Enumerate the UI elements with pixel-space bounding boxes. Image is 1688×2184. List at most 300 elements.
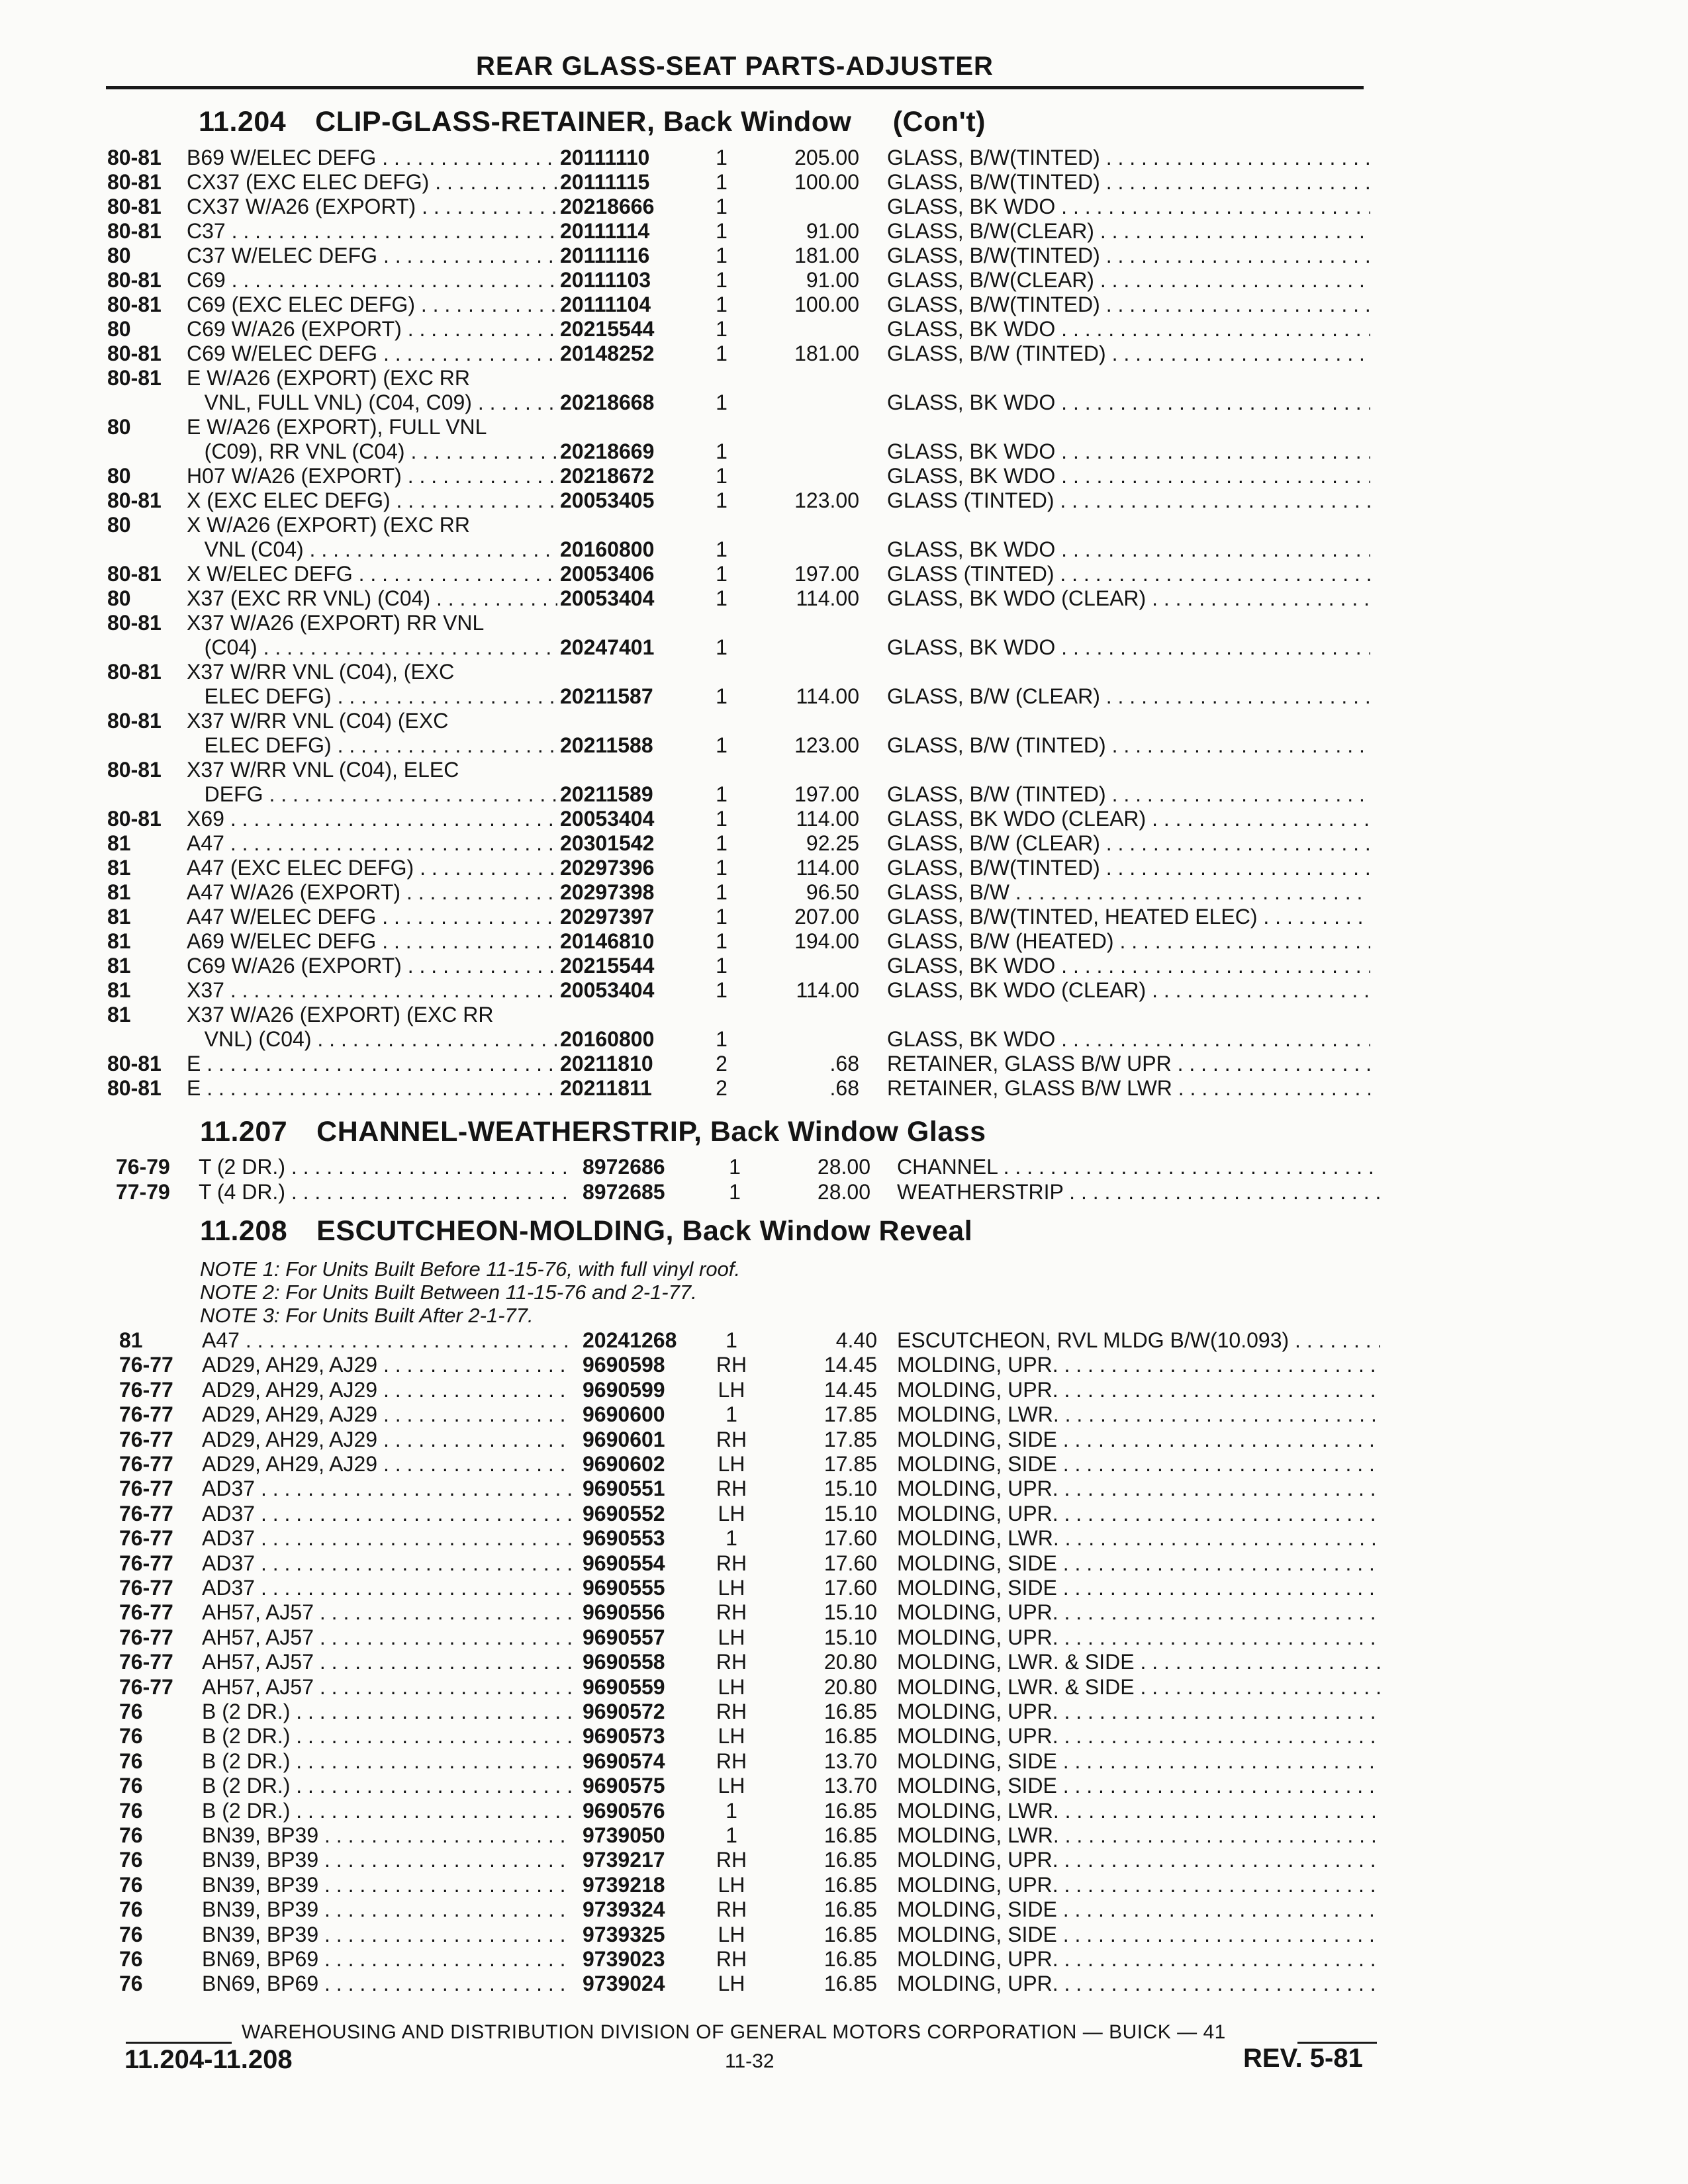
row-quantity: 2 — [716, 1076, 727, 1100]
row-quantity: 1 — [726, 1328, 737, 1352]
row-description: B (2 DR.) . . . — [202, 1724, 573, 1749]
row-price: .68 — [829, 1052, 859, 1075]
row-quantity: RH — [716, 1700, 747, 1723]
row-year: 76-77 — [119, 1576, 173, 1600]
row-year: 80-81 — [107, 293, 162, 316]
row-part-name: MOLDING, UPR. . . . — [897, 1972, 1380, 1996]
row-price: 28.00 — [817, 1155, 870, 1179]
table-row — [0, 488, 1688, 513]
row-price: 114.00 — [796, 586, 859, 610]
row-price: 17.85 — [823, 1427, 877, 1451]
row-description: X37 W/RR VNL (C04) (EXC — [187, 709, 449, 733]
row-year: 80-81 — [107, 195, 162, 218]
row-quantity: RH — [716, 1600, 747, 1625]
row-price: 181.00 — [794, 244, 859, 267]
row-description: DEFG . . . — [187, 782, 557, 807]
row-year: 80 — [107, 415, 131, 439]
row-part-name: MOLDING, SIDE . . . — [897, 1576, 1380, 1600]
row-description: B69 W/ELEC DEFG . . . — [187, 146, 557, 170]
row-quantity: 1 — [716, 146, 727, 169]
row-year: 80-81 — [107, 660, 162, 684]
row-quantity: LH — [718, 1576, 745, 1600]
row-year: 80-81 — [107, 562, 162, 586]
row-part-number: 9690573 — [583, 1724, 665, 1749]
row-description: AH57, AJ57 . . . — [202, 1675, 573, 1700]
row-description: BN39, BP39 . . . — [202, 1923, 573, 1947]
table-row — [0, 1452, 1688, 1477]
table-row — [0, 1328, 1688, 1353]
title-rule — [106, 86, 1364, 89]
table-row — [0, 1650, 1688, 1674]
row-description: AD37 . . . — [202, 1526, 573, 1551]
row-description: B (2 DR.) . . . — [202, 1774, 573, 1798]
row-description: BN39, BP39 . . . — [202, 1897, 573, 1922]
row-price: 16.85 — [823, 1897, 877, 1922]
row-year: 81 — [107, 954, 131, 978]
table-row — [0, 415, 1688, 439]
row-description: AD29, AH29, AJ29 . . . — [202, 1452, 573, 1477]
row-description: AH57, AJ57 . . . — [202, 1625, 573, 1650]
table-row — [0, 1823, 1688, 1848]
row-quantity: 1 — [716, 856, 727, 880]
row-description: X W/ELEC DEFG . . . — [187, 562, 557, 586]
row-price: .68 — [829, 1076, 859, 1100]
section-heading-11-204 — [199, 106, 986, 138]
row-part-name: GLASS, BK WDO (CLEAR) . . . — [887, 586, 1370, 611]
row-description: AD29, AH29, AJ29 . . . — [202, 1353, 573, 1377]
row-year: 76-77 — [119, 1526, 173, 1551]
row-year: 81 — [107, 831, 131, 855]
row-part-number: 20215544 — [560, 954, 655, 978]
row-description: A47 W/ELEC DEFG . . . — [187, 905, 557, 929]
row-part-name: GLASS, BK WDO . . . — [887, 195, 1370, 219]
row-quantity: 1 — [716, 439, 727, 463]
table-row — [0, 1749, 1688, 1774]
row-price: 16.85 — [823, 1947, 877, 1971]
row-price: 15.10 — [823, 1477, 877, 1501]
row-description: AD37 . . . — [202, 1502, 573, 1526]
row-year: 76 — [119, 1872, 143, 1897]
row-quantity: 2 — [716, 1052, 727, 1075]
note-2: NOTE 2: For Units Built Between 11-15-76 and 2-1-77. — [200, 1281, 697, 1304]
table-row — [0, 1774, 1688, 1798]
table-row — [0, 268, 1688, 293]
row-year: 76-77 — [119, 1674, 173, 1699]
row-part-number: 20148252 — [560, 341, 655, 365]
table-row — [0, 244, 1688, 268]
row-quantity: LH — [718, 1501, 745, 1525]
row-description: C69 W/A26 (EXPORT) . . . — [187, 954, 557, 978]
row-part-name: GLASS, BK WDO . . . — [887, 954, 1370, 978]
row-description: X37 (EXC RR VNL) (C04) . . . — [187, 586, 557, 611]
row-quantity: 1 — [716, 195, 727, 218]
row-price: 114.00 — [796, 807, 859, 831]
row-part-number: 9690599 — [583, 1377, 665, 1402]
row-price: 100.00 — [794, 293, 859, 316]
row-price: 114.00 — [796, 684, 859, 708]
row-description: AH57, AJ57 . . . — [202, 1600, 573, 1625]
row-year: 76 — [119, 1922, 143, 1946]
row-description: C37 W/ELEC DEFG . . . — [187, 244, 557, 268]
table-row — [0, 1724, 1688, 1749]
row-part-name: GLASS, B/W (TINTED) . . . — [887, 782, 1370, 807]
row-price: 13.70 — [823, 1749, 877, 1773]
row-quantity: RH — [716, 1749, 747, 1773]
table-row — [0, 733, 1688, 758]
table-row — [0, 978, 1688, 1003]
table-row — [0, 1526, 1688, 1551]
table-row — [0, 1923, 1688, 1947]
row-part-number: 9690551 — [583, 1477, 665, 1501]
row-part-number: 9739024 — [583, 1972, 665, 1996]
row-quantity: 1 — [716, 635, 727, 659]
row-part-number: 20160800 — [560, 537, 655, 561]
row-year: 76-77 — [119, 1353, 173, 1377]
row-description: BN39, BP39 . . . — [202, 1823, 573, 1848]
row-part-name: MOLDING, LWR. . . . — [897, 1799, 1380, 1823]
row-description: B (2 DR.) . . . — [202, 1749, 573, 1774]
row-price: 205.00 — [794, 146, 859, 169]
row-quantity: RH — [716, 1477, 747, 1501]
row-quantity: 1 — [716, 317, 727, 341]
row-part-number: 20218672 — [560, 464, 655, 488]
row-part-name: GLASS, B/W (HEATED) . . . — [887, 929, 1370, 954]
row-part-number: 9690552 — [583, 1501, 665, 1525]
row-price: 17.85 — [823, 1452, 877, 1476]
row-part-number: 9690559 — [583, 1674, 665, 1699]
row-part-number: 9739218 — [583, 1872, 665, 1897]
row-part-number: 20111103 — [560, 268, 651, 292]
row-year: 76-77 — [119, 1551, 173, 1575]
row-quantity: LH — [718, 1452, 745, 1476]
row-price: 181.00 — [794, 341, 859, 365]
row-quantity: RH — [716, 1848, 747, 1872]
table-row — [0, 1052, 1688, 1076]
row-description: AD37 . . . — [202, 1551, 573, 1576]
row-part-number: 20218666 — [560, 195, 655, 218]
row-part-name: MOLDING, UPR. . . . — [897, 1353, 1380, 1377]
row-part-number: 9690601 — [583, 1427, 665, 1451]
row-quantity: 1 — [716, 733, 727, 757]
table-row — [0, 366, 1688, 390]
note-3: NOTE 3: For Units Built After 2-1-77. — [200, 1304, 534, 1327]
row-price: 16.85 — [823, 1872, 877, 1897]
row-part-name: GLASS, B/W . . . — [887, 880, 1370, 905]
table-row — [0, 684, 1688, 709]
row-price: 114.00 — [796, 856, 859, 880]
table-row — [0, 709, 1688, 733]
table-row — [0, 611, 1688, 635]
footer-revision: REV. 5-81 — [1243, 2044, 1363, 2073]
row-price: 123.00 — [794, 733, 859, 757]
row-description: A47 . . . — [202, 1328, 573, 1353]
row-part-name: GLASS, B/W(CLEAR) . . . — [887, 268, 1370, 293]
row-description: ELEC DEFG) . . . — [187, 684, 557, 709]
row-description: E . . . — [187, 1052, 557, 1076]
table-row — [0, 1897, 1688, 1922]
row-description: BN39, BP39 . . . — [202, 1873, 573, 1897]
row-part-name: GLASS, B/W(TINTED) . . . — [887, 856, 1370, 880]
row-price: 17.60 — [823, 1526, 877, 1551]
row-year: 81 — [107, 1003, 131, 1026]
row-quantity: 1 — [716, 782, 727, 806]
row-part-number: 20111115 — [560, 170, 650, 194]
table-row — [0, 1477, 1688, 1501]
table-row — [0, 513, 1688, 537]
row-part-name: GLASS, BK WDO . . . — [887, 317, 1370, 341]
row-year: 81 — [107, 929, 131, 953]
row-description: X69 . . . — [187, 807, 557, 831]
row-part-name: MOLDING, UPR. . . . — [897, 1378, 1380, 1402]
row-part-name: MOLDING, LWR. . . . — [897, 1402, 1380, 1427]
table-row — [0, 1155, 1688, 1179]
row-part-number: 9690600 — [583, 1402, 665, 1427]
row-year: 80-81 — [107, 341, 162, 365]
table-row — [0, 782, 1688, 807]
row-part-number: 9690555 — [583, 1576, 665, 1600]
row-description: A69 W/ELEC DEFG . . . — [187, 929, 557, 954]
row-price: 16.85 — [823, 1848, 877, 1872]
table-row — [0, 293, 1688, 317]
table-row — [0, 390, 1688, 415]
row-description: AD37 . . . — [202, 1576, 573, 1600]
row-quantity: 1 — [716, 978, 727, 1002]
table-row — [0, 758, 1688, 782]
table-row — [0, 170, 1688, 195]
table-row — [0, 1402, 1688, 1427]
row-part-number: 9690602 — [583, 1452, 665, 1476]
row-part-number: 20247401 — [560, 635, 655, 659]
row-description: A47 (EXC ELEC DEFG) . . . — [187, 856, 557, 880]
row-part-name: MOLDING, SIDE . . . — [897, 1452, 1380, 1477]
table-row — [0, 195, 1688, 219]
row-part-name: MOLDING, UPR. . . . — [897, 1724, 1380, 1749]
table-row — [0, 1003, 1688, 1027]
row-part-number: 20215544 — [560, 317, 655, 341]
table-row — [0, 954, 1688, 978]
row-part-number: 9690572 — [583, 1700, 665, 1723]
row-part-number: 9690575 — [583, 1774, 665, 1798]
row-quantity: 1 — [716, 219, 727, 243]
row-description: A47 W/A26 (EXPORT) . . . — [187, 880, 557, 905]
row-part-name: GLASS, BK WDO (CLEAR) . . . — [887, 807, 1370, 831]
row-year: 76 — [119, 1749, 143, 1773]
table-row — [0, 464, 1688, 488]
table-row — [0, 341, 1688, 366]
row-quantity: 1 — [716, 905, 727, 929]
row-description: X37 . . . — [187, 978, 557, 1003]
row-price: 194.00 — [794, 929, 859, 953]
section-title: ESCUTCHEON-MOLDING, Back Window Reveal — [316, 1215, 973, 1247]
row-description: BN69, BP69 . . . — [202, 1947, 573, 1972]
row-quantity: RH — [716, 1427, 747, 1451]
row-description: BN39, BP39 . . . — [202, 1848, 573, 1872]
row-year: 76-79 — [116, 1155, 170, 1179]
table-row — [0, 1947, 1688, 1972]
row-year: 80-81 — [107, 758, 162, 782]
row-part-name: GLASS, BK WDO (CLEAR) . . . — [887, 978, 1370, 1003]
table-row — [0, 1027, 1688, 1052]
row-description: T (4 DR.) . . . — [199, 1180, 569, 1205]
row-part-name: MOLDING, SIDE . . . — [897, 1749, 1380, 1774]
row-part-number: 20111116 — [560, 244, 650, 267]
row-price: 123.00 — [794, 488, 859, 512]
row-part-number: 9690558 — [583, 1650, 665, 1674]
row-part-number: 20160800 — [560, 1027, 655, 1051]
row-part-number: 8972686 — [583, 1155, 665, 1179]
row-quantity: 1 — [716, 562, 727, 586]
row-year: 76-77 — [119, 1600, 173, 1625]
row-quantity: LH — [718, 1774, 745, 1798]
row-year: 76 — [119, 1700, 143, 1723]
row-quantity: LH — [718, 1972, 745, 1996]
row-quantity: 1 — [716, 880, 727, 904]
table-row — [0, 1353, 1688, 1377]
row-price: 17.60 — [823, 1551, 877, 1575]
section-title: CLIP-GLASS-RETAINER, Back Window (Con't) — [315, 106, 986, 138]
row-part-name: MOLDING, UPR. . . . — [897, 1625, 1380, 1650]
row-price: 91.00 — [806, 219, 859, 243]
row-year: 80-81 — [107, 146, 162, 169]
row-year: 76-77 — [119, 1477, 173, 1501]
table-row — [0, 1576, 1688, 1600]
row-part-number: 20053404 — [560, 978, 655, 1002]
row-year: 76 — [119, 1972, 143, 1996]
row-part-name: GLASS, B/W (TINTED) . . . — [887, 341, 1370, 366]
row-price: 92.25 — [806, 831, 859, 855]
row-price: 91.00 — [806, 268, 859, 292]
row-year: 80-81 — [107, 611, 162, 635]
row-year: 80-81 — [107, 366, 162, 390]
table-row — [0, 586, 1688, 611]
row-price: 16.85 — [823, 1823, 877, 1847]
table-row — [0, 317, 1688, 341]
table-row — [0, 1076, 1688, 1101]
row-price: 96.50 — [806, 880, 859, 904]
row-year: 80 — [107, 586, 131, 610]
row-quantity: 1 — [726, 1526, 737, 1551]
row-description: VNL) (C04) . . . — [187, 1027, 557, 1052]
row-part-number: 20211587 — [560, 684, 653, 708]
row-part-name: MOLDING, UPR. . . . — [897, 1873, 1380, 1897]
row-part-name: GLASS, BK WDO . . . — [887, 390, 1370, 415]
section-number: 11.207 — [200, 1116, 288, 1148]
table-row — [0, 635, 1688, 660]
row-part-name: GLASS, B/W(TINTED) . . . — [887, 244, 1370, 268]
row-description: X (EXC ELEC DEFG) . . . — [187, 488, 557, 513]
row-description: C69 (EXC ELEC DEFG) . . . — [187, 293, 557, 317]
row-part-number: 20297396 — [560, 856, 655, 880]
table-row — [0, 1428, 1688, 1452]
row-part-name: MOLDING, LWR. & SIDE . . . — [897, 1675, 1380, 1700]
row-year: 80 — [107, 244, 131, 267]
row-part-number: 20218668 — [560, 390, 655, 414]
row-quantity: RH — [716, 1551, 747, 1575]
row-description: CX37 W/A26 (EXPORT) . . . — [187, 195, 557, 219]
row-part-name: MOLDING, UPR. . . . — [897, 1600, 1380, 1625]
row-quantity: 1 — [716, 244, 727, 267]
row-quantity: 1 — [716, 586, 727, 610]
row-part-number: 20053404 — [560, 807, 655, 831]
row-year: 77-79 — [116, 1179, 170, 1204]
section-heading-11-207 — [200, 1116, 986, 1148]
row-year: 76 — [119, 1774, 143, 1798]
row-price: 17.60 — [823, 1576, 877, 1600]
row-part-name: MOLDING, UPR. . . . — [897, 1947, 1380, 1972]
row-year: 76-77 — [119, 1402, 173, 1427]
row-part-name: CHANNEL . . . — [897, 1155, 1380, 1179]
row-year: 80-81 — [107, 709, 162, 733]
row-year: 80 — [107, 513, 131, 537]
row-part-name: GLASS, B/W(TINTED) . . . — [887, 170, 1370, 195]
table-row — [0, 660, 1688, 684]
row-price: 14.45 — [823, 1377, 877, 1402]
row-part-number: 20053406 — [560, 562, 655, 586]
row-year: 76-77 — [119, 1377, 173, 1402]
row-quantity: LH — [718, 1377, 745, 1402]
table-row — [0, 1502, 1688, 1526]
row-year: 76-77 — [119, 1650, 173, 1674]
footer-section-range: 11.204-11.208 — [124, 2045, 293, 2074]
table-row — [0, 807, 1688, 831]
row-quantity: 1 — [726, 1402, 737, 1427]
row-description: X37 W/RR VNL (C04), ELEC — [187, 758, 459, 782]
row-part-name: GLASS, B/W (CLEAR) . . . — [887, 831, 1370, 856]
row-part-number: 20146810 — [560, 929, 655, 953]
row-part-name: GLASS, BK WDO . . . — [887, 1027, 1370, 1052]
row-quantity: 1 — [716, 537, 727, 561]
table-row — [0, 219, 1688, 244]
row-quantity: 1 — [716, 807, 727, 831]
row-part-number: 20241268 — [583, 1328, 677, 1352]
row-part-name: RETAINER, GLASS B/W LWR . . . — [887, 1076, 1370, 1101]
page-title: REAR GLASS-SEAT PARTS-ADJUSTER — [476, 52, 994, 81]
row-price: 197.00 — [794, 782, 859, 806]
row-quantity: LH — [718, 1724, 745, 1749]
row-year: 80-81 — [107, 807, 162, 831]
row-part-number: 20297397 — [560, 905, 655, 929]
table-row — [0, 1700, 1688, 1724]
row-part-name: GLASS, B/W(TINTED) . . . — [887, 293, 1370, 317]
table-row — [0, 1180, 1688, 1205]
row-description: X W/A26 (EXPORT) (EXC RR — [187, 513, 470, 537]
row-part-name: GLASS, B/W(TINTED, HEATED ELEC) . . . — [887, 905, 1370, 929]
row-part-name: MOLDING, LWR. & SIDE . . . — [897, 1650, 1380, 1674]
row-quantity: 1 — [716, 464, 727, 488]
row-price: 13.70 — [823, 1774, 877, 1798]
row-part-name: GLASS (TINTED) . . . — [887, 562, 1370, 586]
row-description: C69 W/ELEC DEFG . . . — [187, 341, 557, 366]
row-part-name: GLASS, BK WDO . . . — [887, 537, 1370, 562]
row-part-name: GLASS (TINTED) . . . — [887, 488, 1370, 513]
table-row — [0, 1600, 1688, 1625]
row-part-number: 9690574 — [583, 1749, 665, 1773]
row-part-number: 9690556 — [583, 1600, 665, 1625]
row-part-number: 9739023 — [583, 1947, 665, 1971]
row-part-number: 20211810 — [560, 1052, 653, 1075]
table-row — [0, 856, 1688, 880]
row-part-number: 20211589 — [560, 782, 653, 806]
row-price: 20.80 — [823, 1674, 877, 1699]
row-price: 16.85 — [823, 1700, 877, 1723]
row-price: 16.85 — [823, 1798, 877, 1823]
row-price: 17.85 — [823, 1402, 877, 1427]
row-part-name: GLASS, B/W(TINTED) . . . — [887, 146, 1370, 170]
row-price: 16.85 — [823, 1972, 877, 1996]
row-price: 15.10 — [823, 1501, 877, 1525]
row-description: B (2 DR.) . . . — [202, 1700, 573, 1724]
row-year: 76 — [119, 1823, 143, 1847]
